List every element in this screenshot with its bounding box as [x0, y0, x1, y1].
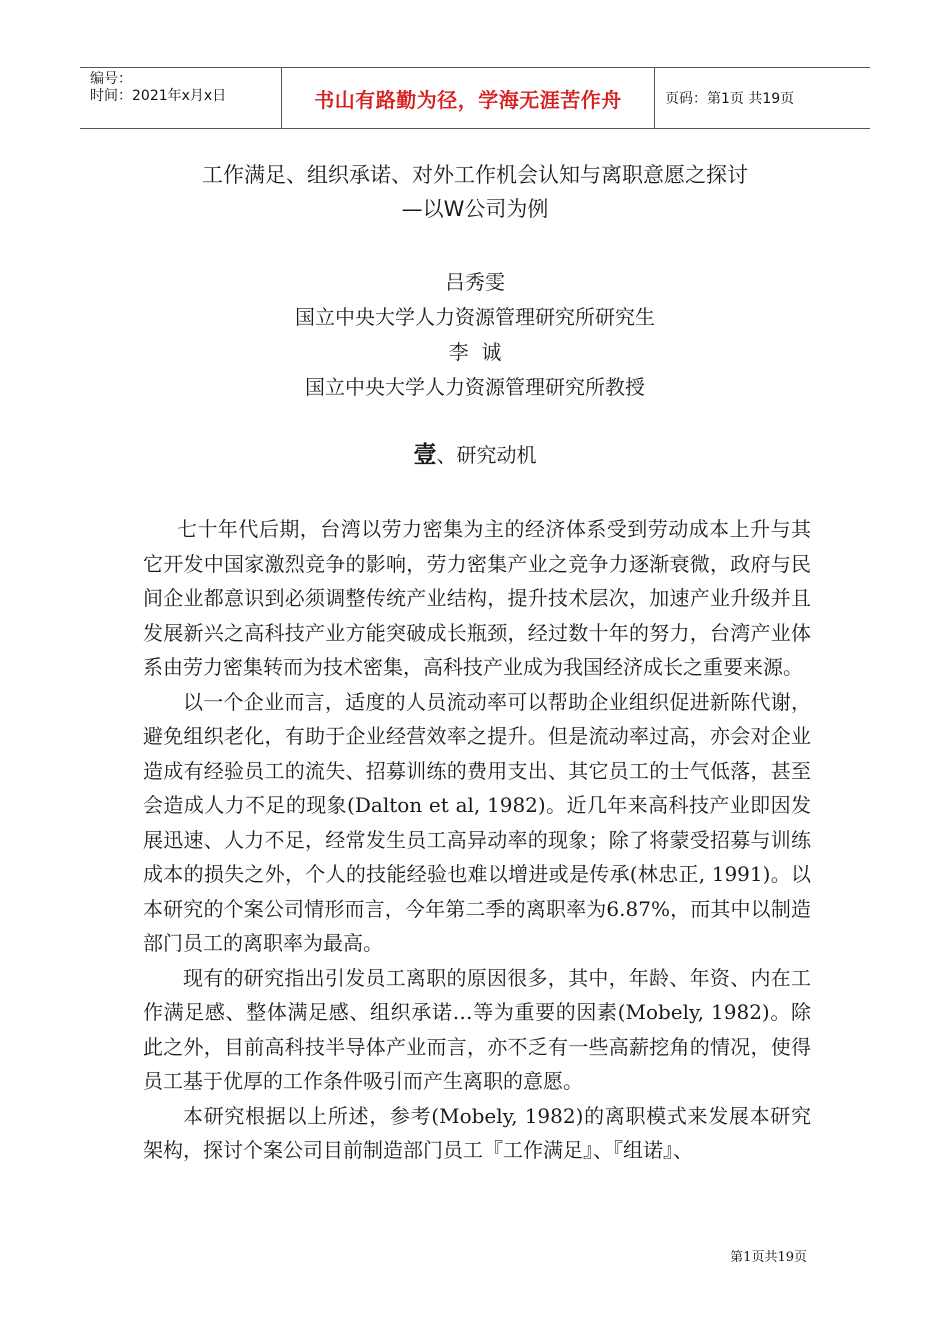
header-meta — [80, 68, 282, 128]
section-number: 壹 — [413, 441, 437, 468]
section-heading — [0, 438, 950, 472]
author-affiliation-1: 国立中央大学人力资源管理研究所研究生 — [295, 305, 655, 329]
author-affiliation-2: 国立中央大学人力资源管理研究所教授 — [305, 375, 645, 399]
page-header — [80, 67, 870, 129]
header-page-number: 页码：第1页 共19页 — [665, 91, 795, 107]
paragraph-1: 七十年代后期，台湾以劳力密集为主的经济体系受到劳动成本上升与其它开发中国家激烈竞争的影响，劳力密集产业之竞争力逐渐衰微，政府与民间企业都意识到必须调整传统产业结构，提升技术层次，加速产业升级并且发展新兴之高科技产业方能突破成长瓶颈，经过数十年的努力，台湾产业体系由劳力密集转而为技术密集，高科技产业成为我国经济成长之重要来源。 — [143, 517, 811, 679]
author-name-2: 李 诚 — [448, 340, 502, 364]
paragraph-2: 以一个企业而言，适度的人员流动率可以帮助企业组织促进新陈代谢，避免组织老化，有助于企业经营效率之提升。但是流动率过高，亦会对企业造成有经验员工的流失、招募训练的费用支出、其它员工的士气低落，甚至会造成人力不足的现象(Dalton et al, 1982)。近几年来高科技产业即因发展迅速、人力不足，经常发生员工高异动率的现象；除了将蒙受招募与训练成本的损失之外，个人的技能经验也难以增进或是传承(林忠正, 1991)。以本研究的个案公司情形而言，今年第二季的离职率为6.87%，而其中以制造部门员工的离职率为最高。 — [143, 689, 811, 955]
page-footer: 第1页共19页 — [730, 1250, 807, 1265]
header-motto: 书山有路勤为径，学海无涯苦作舟 — [282, 68, 655, 128]
paragraph-3: 现有的研究指出引发员工离职的原因很多，其中，年龄、年资、内在工作满足感、整体满足感、组织承诺…等为重要的因素(Mobely, 1982)。除此之外，目前高科技半导体产业而言，亦不乏有一些高薪挖角的情况，使得员工基于优厚的工作条件吸引而产生离职的意愿。 — [143, 965, 811, 1093]
author-block — [0, 265, 950, 405]
document-time-label: 时间：2021年x月x日 — [90, 88, 227, 104]
document-number-label: 编号： — [90, 71, 132, 87]
title-line-1: 工作满足、组织承诺、对外工作机会认知与离职意愿之探讨 — [202, 163, 748, 187]
author-name-1: 吕秀雯 — [445, 270, 505, 294]
paragraph-4: 本研究根据以上所述，参考(Mobely, 1982)的离职模式来发展本研究架构，探讨个案公司目前制造部门员工『工作满足』、『组诺』、 — [143, 1103, 811, 1162]
body-text — [143, 512, 811, 1168]
section-title: 、研究动机 — [436, 443, 537, 467]
title-line-2: —以W公司为例 — [401, 197, 549, 221]
document-title — [0, 158, 950, 226]
